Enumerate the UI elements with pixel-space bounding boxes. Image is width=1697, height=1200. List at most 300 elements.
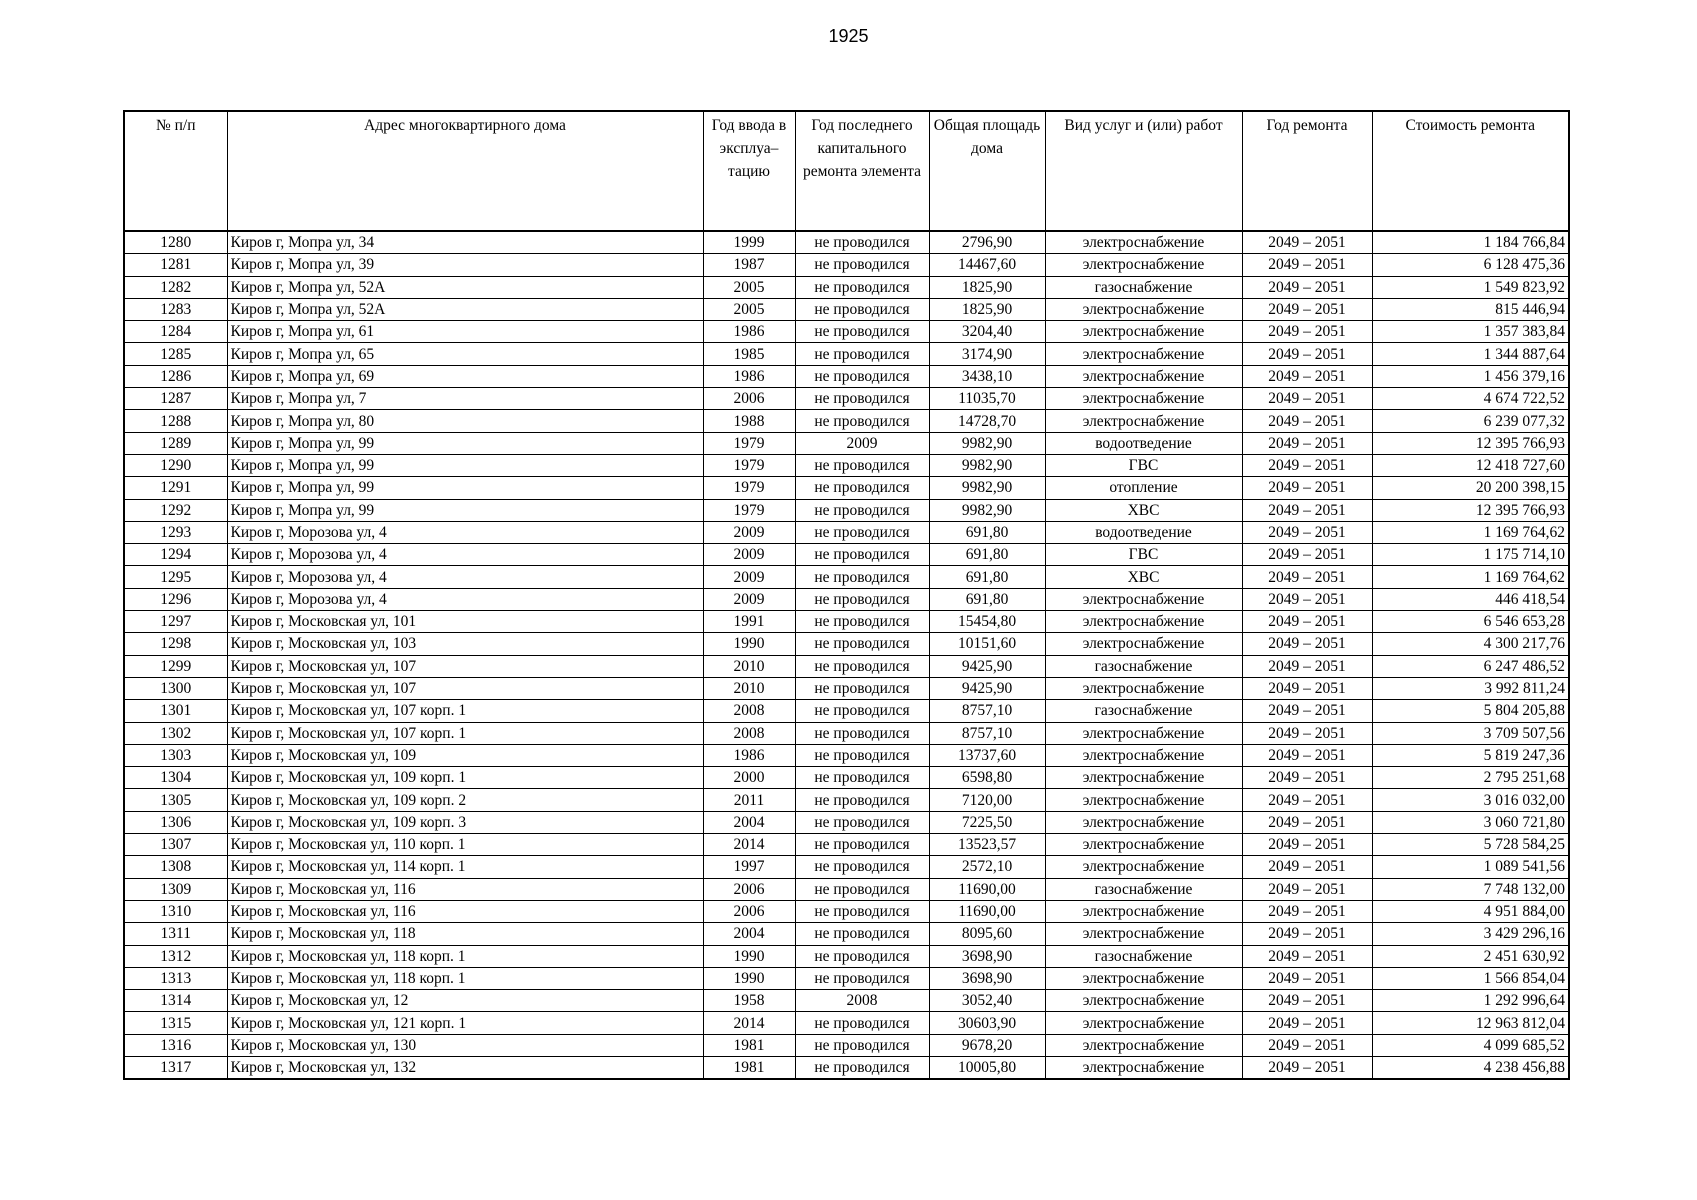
commission-year-cell: 2011 — [703, 789, 795, 811]
service-type-cell: электроснабжение — [1045, 633, 1242, 655]
repair-year-cell: 2049 – 2051 — [1242, 588, 1372, 610]
total-area-cell: 9982,90 — [929, 432, 1045, 454]
total-area-cell: 13737,60 — [929, 744, 1045, 766]
repair-cost-cell: 3 992 811,24 — [1372, 677, 1569, 699]
commission-year-cell: 1999 — [703, 231, 795, 254]
last-repair-cell: не проводился — [795, 1012, 929, 1034]
service-type-cell: электроснабжение — [1045, 410, 1242, 432]
repair-year-cell: 2049 – 2051 — [1242, 744, 1372, 766]
repair-year-cell: 2049 – 2051 — [1242, 1034, 1372, 1056]
row-number-cell: 1301 — [124, 700, 227, 722]
repair-cost-cell: 5 728 584,25 — [1372, 834, 1569, 856]
row-number-cell: 1296 — [124, 588, 227, 610]
last-repair-cell: не проводился — [795, 945, 929, 967]
last-repair-cell: не проводился — [795, 365, 929, 387]
header-last-repair-year: Год последнего капитального ремонта элемента — [795, 111, 929, 231]
table-row — [124, 566, 1569, 588]
commission-year-cell: 2009 — [703, 566, 795, 588]
row-number-cell: 1298 — [124, 633, 227, 655]
table-row — [124, 276, 1569, 298]
table-row — [124, 544, 1569, 566]
repair-year-cell: 2049 – 2051 — [1242, 811, 1372, 833]
row-number-cell: 1305 — [124, 789, 227, 811]
address-cell: Киров г, Мопра ул, 61 — [227, 321, 703, 343]
total-area-cell: 7225,50 — [929, 811, 1045, 833]
last-repair-cell: не проводился — [795, 477, 929, 499]
service-type-cell: газоснабжение — [1045, 878, 1242, 900]
last-repair-cell: не проводился — [795, 231, 929, 254]
address-cell: Киров г, Московская ул, 116 — [227, 900, 703, 922]
repair-year-cell: 2049 – 2051 — [1242, 923, 1372, 945]
last-repair-cell: не проводился — [795, 878, 929, 900]
last-repair-cell: не проводился — [795, 566, 929, 588]
commission-year-cell: 1988 — [703, 410, 795, 432]
repair-year-cell: 2049 – 2051 — [1242, 1056, 1372, 1079]
address-cell: Киров г, Московская ул, 114 корп. 1 — [227, 856, 703, 878]
last-repair-cell: не проводился — [795, 321, 929, 343]
commission-year-cell: 2000 — [703, 767, 795, 789]
total-area-cell: 8757,10 — [929, 722, 1045, 744]
total-area-cell: 10151,60 — [929, 633, 1045, 655]
repair-cost-cell: 12 395 766,93 — [1372, 432, 1569, 454]
last-repair-cell: не проводился — [795, 388, 929, 410]
commission-year-cell: 1991 — [703, 611, 795, 633]
repair-year-cell: 2049 – 2051 — [1242, 410, 1372, 432]
address-cell: Киров г, Московская ул, 118 корп. 1 — [227, 945, 703, 967]
total-area-cell: 9982,90 — [929, 477, 1045, 499]
service-type-cell: электроснабжение — [1045, 744, 1242, 766]
header-repair-cost: Стоимость ремонта — [1372, 111, 1569, 231]
repair-year-cell: 2049 – 2051 — [1242, 677, 1372, 699]
repair-cost-cell: 4 300 217,76 — [1372, 633, 1569, 655]
repair-cost-cell: 12 395 766,93 — [1372, 499, 1569, 521]
service-type-cell: ХВС — [1045, 566, 1242, 588]
table-row — [124, 633, 1569, 655]
commission-year-cell: 1979 — [703, 477, 795, 499]
total-area-cell: 3174,90 — [929, 343, 1045, 365]
service-type-cell: электроснабжение — [1045, 811, 1242, 833]
address-cell: Киров г, Московская ул, 107 корп. 1 — [227, 700, 703, 722]
table-row — [124, 990, 1569, 1012]
table-row — [124, 878, 1569, 900]
service-type-cell: газоснабжение — [1045, 700, 1242, 722]
last-repair-cell: не проводился — [795, 454, 929, 476]
total-area-cell: 8095,60 — [929, 923, 1045, 945]
row-number-cell: 1299 — [124, 655, 227, 677]
table-row — [124, 231, 1569, 254]
row-number-cell: 1306 — [124, 811, 227, 833]
repair-cost-cell: 1 169 764,62 — [1372, 566, 1569, 588]
row-number-cell: 1302 — [124, 722, 227, 744]
service-type-cell: электроснабжение — [1045, 1012, 1242, 1034]
address-cell: Киров г, Мопра ул, 52А — [227, 298, 703, 320]
repair-cost-cell: 1 549 823,92 — [1372, 276, 1569, 298]
total-area-cell: 6598,80 — [929, 767, 1045, 789]
repair-cost-cell: 4 238 456,88 — [1372, 1056, 1569, 1079]
address-cell: Киров г, Мопра ул, 99 — [227, 477, 703, 499]
total-area-cell: 9982,90 — [929, 454, 1045, 476]
table-row — [124, 677, 1569, 699]
last-repair-cell: не проводился — [795, 923, 929, 945]
service-type-cell: электроснабжение — [1045, 677, 1242, 699]
repair-year-cell: 2049 – 2051 — [1242, 343, 1372, 365]
table-row — [124, 365, 1569, 387]
last-repair-cell: не проводился — [795, 521, 929, 543]
last-repair-cell: не проводился — [795, 811, 929, 833]
last-repair-cell: не проводился — [795, 1056, 929, 1079]
commission-year-cell: 2014 — [703, 1012, 795, 1034]
commission-year-cell: 1990 — [703, 967, 795, 989]
total-area-cell: 3438,10 — [929, 365, 1045, 387]
row-number-cell: 1283 — [124, 298, 227, 320]
address-cell: Киров г, Московская ул, 110 корп. 1 — [227, 834, 703, 856]
service-type-cell: электроснабжение — [1045, 923, 1242, 945]
address-cell: Киров г, Московская ул, 107 — [227, 655, 703, 677]
service-type-cell: электроснабжение — [1045, 365, 1242, 387]
total-area-cell: 15454,80 — [929, 611, 1045, 633]
total-area-cell: 691,80 — [929, 566, 1045, 588]
header-address: Адрес многоквартирного дома — [227, 111, 703, 231]
row-number-cell: 1280 — [124, 231, 227, 254]
last-repair-cell: не проводился — [795, 967, 929, 989]
last-repair-cell: 2009 — [795, 432, 929, 454]
repair-cost-cell: 5 804 205,88 — [1372, 700, 1569, 722]
total-area-cell: 3698,90 — [929, 967, 1045, 989]
repair-cost-cell: 1 184 766,84 — [1372, 231, 1569, 254]
last-repair-cell: не проводился — [795, 499, 929, 521]
row-number-cell: 1315 — [124, 1012, 227, 1034]
last-repair-cell: не проводился — [795, 611, 929, 633]
address-cell: Киров г, Московская ул, 109 корп. 1 — [227, 767, 703, 789]
page-number: 1925 — [828, 26, 869, 46]
repair-cost-cell: 6 239 077,32 — [1372, 410, 1569, 432]
repair-cost-cell: 3 060 721,80 — [1372, 811, 1569, 833]
total-area-cell: 9425,90 — [929, 655, 1045, 677]
commission-year-cell: 1990 — [703, 633, 795, 655]
total-area-cell: 3204,40 — [929, 321, 1045, 343]
repair-cost-cell: 7 748 132,00 — [1372, 878, 1569, 900]
service-type-cell: электроснабжение — [1045, 722, 1242, 744]
total-area-cell: 9678,20 — [929, 1034, 1045, 1056]
service-type-cell: газоснабжение — [1045, 655, 1242, 677]
total-area-cell: 3698,90 — [929, 945, 1045, 967]
repair-cost-cell: 4 099 685,52 — [1372, 1034, 1569, 1056]
commission-year-cell: 1997 — [703, 856, 795, 878]
row-number-cell: 1282 — [124, 276, 227, 298]
service-type-cell: ГВС — [1045, 544, 1242, 566]
address-cell: Киров г, Мопра ул, 99 — [227, 454, 703, 476]
row-number-cell: 1284 — [124, 321, 227, 343]
commission-year-cell: 2009 — [703, 588, 795, 610]
table-header-row — [124, 111, 1569, 231]
address-cell: Киров г, Мопра ул, 99 — [227, 432, 703, 454]
last-repair-cell: не проводился — [795, 544, 929, 566]
commission-year-cell: 1981 — [703, 1056, 795, 1079]
repair-cost-cell: 815 446,94 — [1372, 298, 1569, 320]
row-number-cell: 1287 — [124, 388, 227, 410]
table-row — [124, 789, 1569, 811]
repair-cost-cell: 1 566 854,04 — [1372, 967, 1569, 989]
address-cell: Киров г, Московская ул, 109 корп. 2 — [227, 789, 703, 811]
address-cell: Киров г, Московская ул, 116 — [227, 878, 703, 900]
service-type-cell: электроснабжение — [1045, 298, 1242, 320]
table-row — [124, 1034, 1569, 1056]
repair-year-cell: 2049 – 2051 — [1242, 388, 1372, 410]
service-type-cell: электроснабжение — [1045, 611, 1242, 633]
service-type-cell: электроснабжение — [1045, 588, 1242, 610]
commission-year-cell: 2010 — [703, 677, 795, 699]
repair-year-cell: 2049 – 2051 — [1242, 834, 1372, 856]
address-cell: Киров г, Морозова ул, 4 — [227, 566, 703, 588]
repair-cost-cell: 1 456 379,16 — [1372, 365, 1569, 387]
row-number-cell: 1293 — [124, 521, 227, 543]
commission-year-cell: 2014 — [703, 834, 795, 856]
repair-year-cell: 2049 – 2051 — [1242, 321, 1372, 343]
repair-year-cell: 2049 – 2051 — [1242, 521, 1372, 543]
total-area-cell: 3052,40 — [929, 990, 1045, 1012]
repair-year-cell: 2049 – 2051 — [1242, 298, 1372, 320]
last-repair-cell: не проводился — [795, 767, 929, 789]
last-repair-cell: не проводился — [795, 722, 929, 744]
row-number-cell: 1295 — [124, 566, 227, 588]
commission-year-cell: 2009 — [703, 544, 795, 566]
commission-year-cell: 2006 — [703, 878, 795, 900]
address-cell: Киров г, Морозова ул, 4 — [227, 588, 703, 610]
repair-year-cell: 2049 – 2051 — [1242, 477, 1372, 499]
total-area-cell: 1825,90 — [929, 298, 1045, 320]
row-number-cell: 1292 — [124, 499, 227, 521]
repair-year-cell: 2049 – 2051 — [1242, 856, 1372, 878]
repair-year-cell: 2049 – 2051 — [1242, 611, 1372, 633]
service-type-cell: электроснабжение — [1045, 1056, 1242, 1079]
row-number-cell: 1309 — [124, 878, 227, 900]
table-row — [124, 1056, 1569, 1079]
repair-cost-cell: 12 963 812,04 — [1372, 1012, 1569, 1034]
row-number-cell: 1291 — [124, 477, 227, 499]
last-repair-cell: не проводился — [795, 900, 929, 922]
address-cell: Киров г, Московская ул, 118 корп. 1 — [227, 967, 703, 989]
row-number-cell: 1289 — [124, 432, 227, 454]
repair-year-cell: 2049 – 2051 — [1242, 544, 1372, 566]
table-row — [124, 432, 1569, 454]
repair-cost-cell: 4 951 884,00 — [1372, 900, 1569, 922]
header-commission-year: Год ввода в эксплуа–тацию — [703, 111, 795, 231]
table-row — [124, 611, 1569, 633]
table-row — [124, 767, 1569, 789]
commission-year-cell: 1986 — [703, 321, 795, 343]
last-repair-cell: не проводился — [795, 655, 929, 677]
header-service-type: Вид услуг и (или) работ — [1045, 111, 1242, 231]
table-row — [124, 410, 1569, 432]
service-type-cell: ХВС — [1045, 499, 1242, 521]
table-row — [124, 454, 1569, 476]
repair-year-cell: 2049 – 2051 — [1242, 254, 1372, 276]
row-number-cell: 1308 — [124, 856, 227, 878]
total-area-cell: 691,80 — [929, 521, 1045, 543]
total-area-cell: 2572,10 — [929, 856, 1045, 878]
table-row — [124, 967, 1569, 989]
service-type-cell: электроснабжение — [1045, 990, 1242, 1012]
row-number-cell: 1288 — [124, 410, 227, 432]
commission-year-cell: 1986 — [703, 365, 795, 387]
address-cell: Киров г, Московская ул, 101 — [227, 611, 703, 633]
commission-year-cell: 2009 — [703, 521, 795, 543]
row-number-cell: 1290 — [124, 454, 227, 476]
address-cell: Киров г, Московская ул, 12 — [227, 990, 703, 1012]
repair-year-cell: 2049 – 2051 — [1242, 231, 1372, 254]
row-number-cell: 1311 — [124, 923, 227, 945]
commission-year-cell: 2004 — [703, 811, 795, 833]
total-area-cell: 2796,90 — [929, 231, 1045, 254]
address-cell: Киров г, Московская ул, 109 — [227, 744, 703, 766]
table-row — [124, 900, 1569, 922]
header-total-area: Общая площадь дома — [929, 111, 1045, 231]
row-number-cell: 1294 — [124, 544, 227, 566]
service-type-cell: электроснабжение — [1045, 343, 1242, 365]
service-type-cell: отопление — [1045, 477, 1242, 499]
table-row — [124, 1012, 1569, 1034]
service-type-cell: электроснабжение — [1045, 321, 1242, 343]
last-repair-cell: не проводился — [795, 856, 929, 878]
commission-year-cell: 2010 — [703, 655, 795, 677]
repair-cost-cell: 1 175 714,10 — [1372, 544, 1569, 566]
last-repair-cell: не проводился — [795, 410, 929, 432]
service-type-cell: электроснабжение — [1045, 789, 1242, 811]
address-cell: Киров г, Мопра ул, 80 — [227, 410, 703, 432]
repair-cost-cell: 1 089 541,56 — [1372, 856, 1569, 878]
repair-register-table — [123, 110, 1570, 1080]
row-number-cell: 1307 — [124, 834, 227, 856]
table-row — [124, 343, 1569, 365]
table-row — [124, 700, 1569, 722]
commission-year-cell: 2008 — [703, 722, 795, 744]
last-repair-cell: не проводился — [795, 744, 929, 766]
table-row — [124, 521, 1569, 543]
row-number-cell: 1297 — [124, 611, 227, 633]
service-type-cell: электроснабжение — [1045, 967, 1242, 989]
repair-cost-cell: 5 819 247,36 — [1372, 744, 1569, 766]
table-row — [124, 744, 1569, 766]
last-repair-cell: не проводился — [795, 254, 929, 276]
repair-cost-cell: 20 200 398,15 — [1372, 477, 1569, 499]
header-repair-year: Год ремонта — [1242, 111, 1372, 231]
service-type-cell: электроснабжение — [1045, 388, 1242, 410]
repair-year-cell: 2049 – 2051 — [1242, 900, 1372, 922]
last-repair-cell: не проводился — [795, 588, 929, 610]
repair-year-cell: 2049 – 2051 — [1242, 499, 1372, 521]
commission-year-cell: 1990 — [703, 945, 795, 967]
service-type-cell: водоотведение — [1045, 521, 1242, 543]
table-row — [124, 388, 1569, 410]
table-row — [124, 834, 1569, 856]
last-repair-cell: 2008 — [795, 990, 929, 1012]
commission-year-cell: 1987 — [703, 254, 795, 276]
commission-year-cell: 1958 — [703, 990, 795, 1012]
table-row — [124, 811, 1569, 833]
address-cell: Киров г, Московская ул, 107 — [227, 677, 703, 699]
repair-cost-cell: 6 247 486,52 — [1372, 655, 1569, 677]
repair-cost-cell: 4 674 722,52 — [1372, 388, 1569, 410]
commission-year-cell: 1979 — [703, 499, 795, 521]
total-area-cell: 11690,00 — [929, 878, 1045, 900]
service-type-cell: газоснабжение — [1045, 945, 1242, 967]
row-number-cell: 1314 — [124, 990, 227, 1012]
address-cell: Киров г, Мопра ул, 7 — [227, 388, 703, 410]
repair-year-cell: 2049 – 2051 — [1242, 789, 1372, 811]
repair-cost-cell: 2 795 251,68 — [1372, 767, 1569, 789]
last-repair-cell: не проводился — [795, 298, 929, 320]
commission-year-cell: 2008 — [703, 700, 795, 722]
commission-year-cell: 1985 — [703, 343, 795, 365]
last-repair-cell: не проводился — [795, 343, 929, 365]
address-cell: Киров г, Московская ул, 107 корп. 1 — [227, 722, 703, 744]
address-cell: Киров г, Московская ул, 118 — [227, 923, 703, 945]
service-type-cell: электроснабжение — [1045, 834, 1242, 856]
address-cell: Киров г, Мопра ул, 69 — [227, 365, 703, 387]
commission-year-cell: 2005 — [703, 276, 795, 298]
repair-year-cell: 2049 – 2051 — [1242, 1012, 1372, 1034]
last-repair-cell: не проводился — [795, 276, 929, 298]
header-number: № п/п — [124, 111, 227, 231]
row-number-cell: 1286 — [124, 365, 227, 387]
row-number-cell: 1312 — [124, 945, 227, 967]
repair-year-cell: 2049 – 2051 — [1242, 633, 1372, 655]
last-repair-cell: не проводился — [795, 789, 929, 811]
row-number-cell: 1281 — [124, 254, 227, 276]
total-area-cell: 11690,00 — [929, 900, 1045, 922]
commission-year-cell: 2005 — [703, 298, 795, 320]
commission-year-cell: 1981 — [703, 1034, 795, 1056]
total-area-cell: 9425,90 — [929, 677, 1045, 699]
total-area-cell: 1825,90 — [929, 276, 1045, 298]
repair-cost-cell: 12 418 727,60 — [1372, 454, 1569, 476]
total-area-cell: 9982,90 — [929, 499, 1045, 521]
repair-year-cell: 2049 – 2051 — [1242, 878, 1372, 900]
repair-cost-cell: 1 344 887,64 — [1372, 343, 1569, 365]
address-cell: Киров г, Московская ул, 130 — [227, 1034, 703, 1056]
repair-cost-cell: 1 169 764,62 — [1372, 521, 1569, 543]
service-type-cell: электроснабжение — [1045, 900, 1242, 922]
repair-year-cell: 2049 – 2051 — [1242, 767, 1372, 789]
repair-year-cell: 2049 – 2051 — [1242, 945, 1372, 967]
commission-year-cell: 2004 — [703, 923, 795, 945]
address-cell: Киров г, Морозова ул, 4 — [227, 521, 703, 543]
repair-cost-cell: 1 292 996,64 — [1372, 990, 1569, 1012]
address-cell: Киров г, Мопра ул, 34 — [227, 231, 703, 254]
total-area-cell: 30603,90 — [929, 1012, 1045, 1034]
repair-cost-cell: 1 357 383,84 — [1372, 321, 1569, 343]
total-area-cell: 691,80 — [929, 544, 1045, 566]
row-number-cell: 1316 — [124, 1034, 227, 1056]
row-number-cell: 1304 — [124, 767, 227, 789]
total-area-cell: 10005,80 — [929, 1056, 1045, 1079]
repair-cost-cell: 6 128 475,36 — [1372, 254, 1569, 276]
last-repair-cell: не проводился — [795, 633, 929, 655]
row-number-cell: 1285 — [124, 343, 227, 365]
table-row — [124, 254, 1569, 276]
last-repair-cell: не проводился — [795, 677, 929, 699]
address-cell: Киров г, Мопра ул, 52А — [227, 276, 703, 298]
row-number-cell: 1300 — [124, 677, 227, 699]
address-cell: Киров г, Московская ул, 132 — [227, 1056, 703, 1079]
table-row — [124, 499, 1569, 521]
table-row — [124, 945, 1569, 967]
row-number-cell: 1310 — [124, 900, 227, 922]
repair-year-cell: 2049 – 2051 — [1242, 432, 1372, 454]
table-row — [124, 477, 1569, 499]
total-area-cell: 11035,70 — [929, 388, 1045, 410]
address-cell: Киров г, Московская ул, 121 корп. 1 — [227, 1012, 703, 1034]
